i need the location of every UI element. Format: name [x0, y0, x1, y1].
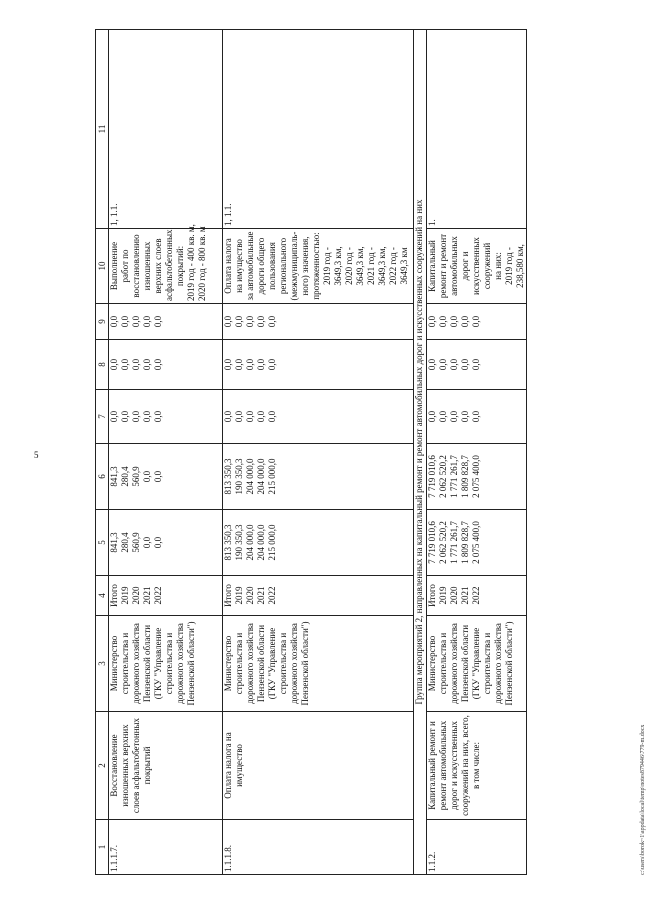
value: 560,9: [131, 466, 141, 487]
value: 1 771 261,7: [449, 521, 459, 564]
value: 0,0: [223, 410, 233, 423]
result-line: 3649,3 км,: [377, 246, 387, 286]
years-cell: [427, 576, 527, 616]
value: 2 062 520,2: [438, 521, 448, 564]
value: 1 771 261,7: [449, 455, 459, 498]
result-line: дорог и: [460, 251, 470, 281]
value: 2 075 400,0: [471, 521, 481, 564]
value: 0,0: [109, 358, 119, 371]
value: 0,0: [234, 315, 244, 328]
year-label: 2021: [460, 586, 470, 605]
value: 0,0: [460, 358, 470, 371]
result-line: сооружений: [482, 242, 492, 290]
value: 204 000,0: [245, 524, 255, 561]
years-cell: [109, 576, 223, 616]
year-label: 2020: [449, 586, 459, 605]
value: 0,0: [449, 410, 459, 423]
other-source-cell: [427, 304, 527, 340]
value: 813 350,3: [223, 458, 233, 495]
col-num: 11: [96, 30, 109, 229]
value: 0,0: [234, 358, 244, 371]
result-line: 2022 год -: [388, 247, 398, 285]
value: 0,0: [153, 536, 163, 549]
result-line: Капитальный: [427, 240, 437, 292]
indicator-link: 1, 1.1.: [109, 30, 223, 229]
value: 0,0: [234, 410, 244, 423]
value: 0,0: [245, 358, 255, 371]
value: 0,0: [142, 410, 152, 423]
value: 0,0: [153, 315, 163, 328]
col-num: 1: [96, 820, 109, 875]
federal-budget-cell: [223, 390, 414, 444]
value: 0,0: [245, 315, 255, 328]
value: 0,0: [449, 315, 459, 328]
expected-result: [427, 229, 527, 304]
executor: Министерство строительства и дорожного хозяйства Пензенской области (ГКУ "Управление строительства и дорожного хозяйства Пензенской области"): [109, 616, 223, 712]
value: 7 719 010,6: [427, 455, 437, 498]
value: 204 000,0: [256, 458, 266, 495]
other-source-cell: [109, 304, 223, 340]
value: 841,3: [109, 532, 119, 553]
executor: Министерство строительства и дорожного хозяйства Пензенской области (ГКУ "Управление строительства и дорожного хозяйства Пензенской области"): [223, 616, 414, 712]
result-line: автомобильных: [449, 236, 459, 296]
value: 0,0: [131, 315, 141, 328]
value: 0,0: [427, 315, 437, 328]
local-budget-cell: [223, 340, 414, 390]
year-label: 2021: [256, 586, 266, 605]
local-budget-cell: [427, 340, 527, 390]
year-label: 2019: [438, 586, 448, 605]
value: 190 350,3: [234, 458, 244, 495]
row-number: 1.1.1.8.: [223, 820, 414, 875]
federal-budget-cell: [427, 390, 527, 444]
value: 0,0: [267, 358, 277, 371]
indicator-link: 1.: [427, 30, 527, 229]
page-number: 5: [34, 450, 39, 460]
value: 0,0: [471, 358, 481, 371]
value: 0,0: [223, 358, 233, 371]
indicator-link: 1, 1.1.: [223, 30, 414, 229]
year-label: 2019: [120, 586, 130, 605]
result-line: 2021 год -: [366, 247, 376, 285]
value: 1 809 828,7: [460, 455, 470, 498]
col-num: 9: [96, 304, 109, 340]
year-label: Итого: [427, 584, 437, 607]
value: 0,0: [153, 470, 163, 483]
value: 0,0: [142, 470, 152, 483]
measure-name: Оплата налога на имущество: [223, 712, 414, 820]
column-number-row: [96, 30, 109, 875]
value: 0,0: [131, 358, 141, 371]
result-line: 3649,3 км: [399, 247, 409, 285]
value: 813 350,3: [223, 524, 233, 561]
total-cell: [223, 510, 414, 576]
col-num: 7: [96, 390, 109, 444]
measure-name: Восстановление изношенных верхних слоев асфальтобетонных покрытий: [109, 712, 223, 820]
table-row: [427, 30, 527, 875]
result-line: работ по: [120, 249, 130, 283]
rotated-sheet: [95, 30, 646, 875]
value: 0,0: [120, 410, 130, 423]
result-line: 238,580 км,: [515, 244, 525, 288]
value: 190 350,3: [234, 524, 244, 561]
col-num: 4: [96, 576, 109, 616]
value: 215 000,0: [267, 458, 277, 495]
executor: Министерство строительства и дорожного хозяйства Пензенской области (ГКУ "Управление строительства и дорожного хозяйства Пензенской области"): [427, 616, 527, 712]
value: 0,0: [120, 315, 130, 328]
value: 0,0: [256, 410, 266, 423]
value: 0,0: [109, 410, 119, 423]
result-line: дороги общего: [256, 237, 266, 295]
col-num: 2: [96, 712, 109, 820]
result-line: покрытий:: [175, 245, 185, 287]
total-cell: [427, 510, 527, 576]
result-line: 2019 год -: [504, 247, 514, 285]
value: 7 719 010,6: [427, 521, 437, 564]
col-num: 8: [96, 340, 109, 390]
group-header: Группа мероприятий 2, направленных на капитальный ремонт и ремонт автомобильных дорог и искусственных сооружений на них: [414, 30, 427, 875]
value: 0,0: [142, 315, 152, 328]
value: 1 809 828,7: [460, 521, 470, 564]
value: 0,0: [427, 410, 437, 423]
value: 0,0: [449, 358, 459, 371]
value: 0,0: [131, 410, 141, 423]
value: 204 000,0: [256, 524, 266, 561]
expected-result: [223, 229, 414, 304]
table-row: [223, 30, 414, 875]
result-line: (межмуниципаль-: [289, 231, 299, 301]
year-label: Итого: [109, 584, 119, 607]
total-cell: [109, 510, 223, 576]
value: 0,0: [438, 315, 448, 328]
result-line: 2020 год -: [344, 247, 354, 285]
value: 215 000,0: [267, 524, 277, 561]
year-label: Итого: [223, 584, 233, 607]
result-line: Выполнение: [109, 241, 119, 291]
value: 0,0: [153, 358, 163, 371]
result-line: ного) значения,: [300, 236, 310, 296]
value: 0,0: [153, 410, 163, 423]
federal-budget-cell: [109, 390, 223, 444]
group-header-row: [414, 30, 427, 875]
value: 2 062 520,2: [438, 455, 448, 498]
result-line: 2019 год - 400 кв. м,: [186, 224, 196, 301]
value: 0,0: [142, 536, 152, 549]
years-cell: [223, 576, 414, 616]
result-line: ремонт и ремонт: [438, 233, 448, 299]
regional-budget-cell: [109, 444, 223, 510]
value: 0,0: [256, 358, 266, 371]
program-table: [95, 29, 527, 875]
value: 0,0: [460, 315, 470, 328]
value: 0,0: [471, 410, 481, 423]
year-label: 2022: [153, 586, 163, 605]
result-line: 2020 год - 800 кв. м: [197, 226, 207, 301]
year-label: 2020: [131, 586, 141, 605]
value: 0,0: [223, 315, 233, 328]
value: 0,0: [471, 315, 481, 328]
value: 280,4: [120, 532, 130, 553]
value: 0,0: [267, 315, 277, 328]
col-num: 10: [96, 229, 109, 304]
row-number: 1.1.1.7.: [109, 820, 223, 875]
value: 560,9: [131, 532, 141, 553]
value: 0,0: [142, 358, 152, 371]
value: 0,0: [427, 358, 437, 371]
file-path-footer: c:\users\borok~1\appdata\local\temp\notes879446\779-m.docx: [640, 724, 646, 875]
value: 841,3: [109, 466, 119, 487]
year-label: 2021: [142, 586, 152, 605]
other-source-cell: [223, 304, 414, 340]
result-line: искусственных: [471, 237, 481, 295]
result-line: протяженностью:: [311, 232, 321, 300]
value: 280,4: [120, 466, 130, 487]
result-line: 2019 год -: [322, 247, 332, 285]
year-label: 2019: [234, 586, 244, 605]
measure-name: Капитальный ремонт и ремонт автомобильных дорог и искусственных сооружений на них, всего, в том числе:: [427, 712, 527, 820]
local-budget-cell: [109, 340, 223, 390]
col-num: 3: [96, 616, 109, 712]
value: 0,0: [120, 358, 130, 371]
value: 0,0: [438, 410, 448, 423]
result-line: 3649,3 км,: [355, 246, 365, 286]
value: 0,0: [460, 410, 470, 423]
row-number: 1.1.2.: [427, 820, 527, 875]
result-line: пользования: [267, 242, 277, 290]
value: 0,0: [245, 410, 255, 423]
expected-result: [109, 224, 223, 304]
result-line: 3649,3 км,: [333, 246, 343, 286]
regional-budget-cell: [223, 444, 414, 510]
year-label: 2022: [471, 586, 481, 605]
value: 0,0: [267, 410, 277, 423]
result-line: асфальтобетонных: [164, 229, 174, 301]
value: 0,0: [109, 315, 119, 328]
result-line: изношенных: [142, 241, 152, 291]
result-line: за автомобильные: [245, 231, 255, 301]
year-label: 2020: [245, 586, 255, 605]
result-line: регионального: [278, 237, 288, 295]
value: 0,0: [438, 358, 448, 371]
result-line: на них:: [493, 252, 503, 280]
table-row: [109, 30, 223, 875]
result-line: на имущество: [234, 239, 244, 293]
value: 0,0: [256, 315, 266, 328]
value: 204 000,0: [245, 458, 255, 495]
value: 2 075 400,0: [471, 455, 481, 498]
regional-budget-cell: [427, 444, 527, 510]
result-line: восстановлению: [131, 234, 141, 298]
result-line: Оплата налога: [223, 238, 233, 294]
result-line: верхних слоев: [153, 238, 163, 294]
col-num: 6: [96, 444, 109, 510]
year-label: 2022: [267, 586, 277, 605]
col-num: 5: [96, 510, 109, 576]
